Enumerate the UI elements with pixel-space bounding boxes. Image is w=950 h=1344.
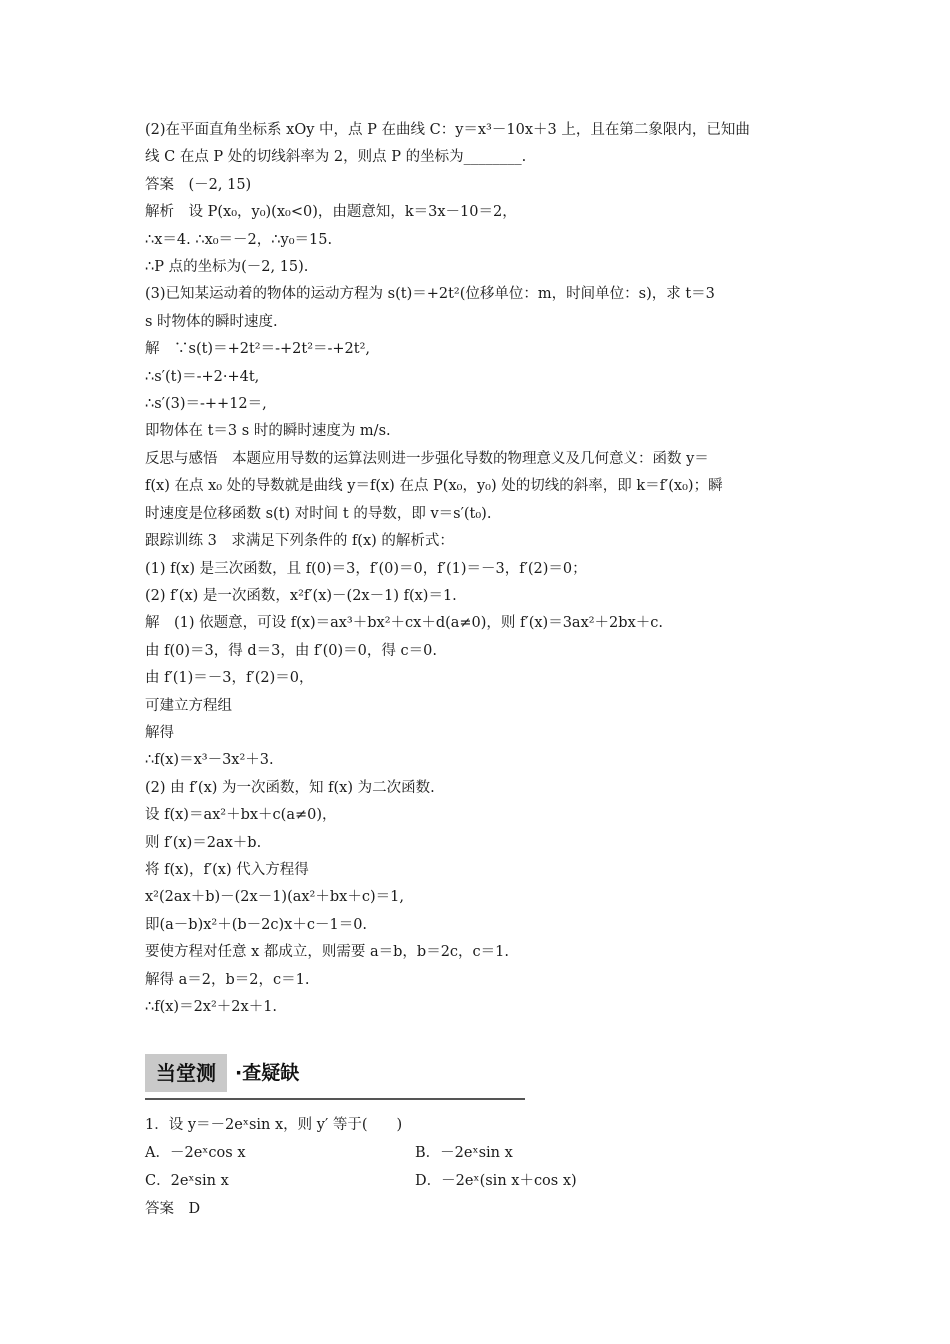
option-c: C．2eˣsin x: [145, 1173, 229, 1189]
document-body: [145, 117, 810, 1021]
section-header: [145, 1052, 525, 1100]
solution-line: 解 ∵s(t)＝+2t²＝-+2t²＝-+2t²,: [145, 341, 371, 358]
options-row: [145, 1167, 810, 1195]
option-d: D．－2eˣ(sin x＋cos x): [415, 1173, 577, 1189]
text-line: (1) f(x) 是三次函数，且 f(0)＝3，f′(0)＝0，f′(1)＝－3，f′(2)＝0；: [145, 560, 587, 577]
text-line: 要使方程对任意 x 都成立，则需要 a＝b，b＝2c，c＝1.: [145, 944, 510, 961]
text-line: ∴f(x)＝2x²＋2x＋1.: [145, 999, 278, 1015]
option-a: A．－2eˣcos x: [145, 1145, 246, 1161]
text-line: 解得: [145, 724, 174, 741]
quiz-question: 1．设 y＝－2eˣsin x，则 y′ 等于( ): [145, 1117, 403, 1133]
text-line: f(x) 在点 x₀ 处的导数就是曲线 y＝f(x) 在点 P(x₀，y₀) 处的切线的斜率，即 k＝f′(x₀)；瞬: [145, 478, 723, 495]
text-line: 解得 a＝2，b＝2，c＝1.: [145, 971, 310, 988]
text-line: (3)已知某运动着的物体的运动方程为 s(t)＝+2t²(位移单位：m，时间单位：s)，求 t＝3: [145, 286, 715, 303]
text-line: 即物体在 t＝3 s 时的瞬时速度为 m/s.: [145, 423, 391, 440]
text-line: ∴x＝4. ∴x₀＝－2，∴y₀＝15.: [145, 231, 333, 248]
text-line: (2) f′(x) 是一次函数，x²f′(x)－(2x－1) f(x)＝1.: [145, 587, 457, 604]
text-line: 即(a－b)x²＋(b－2c)x＋c－1＝0.: [145, 916, 368, 933]
text-line: (2) 由 f′(x) 为一次函数，知 f(x) 为二次函数.: [145, 779, 435, 796]
options-row: [145, 1139, 810, 1167]
quiz-answer: 答案 D: [145, 1201, 201, 1217]
text-line: ∴s′(3)＝-++12＝,: [145, 396, 267, 413]
text-line: 由 f(0)＝3，得 d＝3，由 f′(0)＝0，得 c＝0.: [145, 642, 437, 659]
text-line: 可建立方程组: [145, 697, 232, 714]
text-line: 设 f(x)＝ax²＋bx＋c(a≠0)，: [145, 807, 337, 824]
text-line: 则 f′(x)＝2ax＋b.: [145, 834, 262, 851]
text-line: (2)在平面直角坐标系 xOy 中，点 P 在曲线 C：y＝x³－10x＋3 上，且在第二象限内，已知曲: [145, 122, 750, 138]
text-line: 将 f(x)，f′(x) 代入方程得: [145, 861, 309, 878]
text-line: 时速度是位移函数 s(t) 对时间 t 的导数，即 v＝s′(t₀).: [145, 505, 492, 522]
text-line: 线 C 在点 P 处的切线斜率为 2，则点 P 的坐标为________.: [145, 149, 527, 166]
text-line: x²(2ax＋b)－(2x－1)(ax²＋bx＋c)＝1,: [145, 889, 404, 906]
section-title: 当堂测: [145, 1054, 227, 1092]
quiz-block: [145, 1111, 810, 1223]
text-line: s 时物体的瞬时速度.: [145, 313, 278, 330]
answer-line: 答案 (－2, 15): [145, 176, 252, 193]
text-line: ∴f(x)＝x³－3x²＋3.: [145, 752, 274, 769]
option-b: B．－2eˣsin x: [415, 1145, 513, 1161]
solution-line: 解 (1) 依题意，可设 f(x)＝ax³＋bx²＋cx＋d(a≠0)，则 f′(x)＝3ax²＋2bx＋c.: [145, 615, 663, 632]
reflection-line: 反思与感悟 本题应用导数的运算法则进一步强化导数的物理意义及几何意义：函数 y＝: [145, 450, 709, 467]
section-subtitle: ·查疑缺: [235, 1062, 300, 1084]
analysis-line: 解析 设 P(x₀，y₀)(x₀<0)，由题意知，k＝3x－10＝2，: [145, 204, 517, 221]
text-line: ∴P 点的坐标为(－2, 15).: [145, 259, 309, 276]
text-line: 由 f′(1)＝－3，f′(2)＝0，: [145, 670, 314, 687]
exercise-title: 跟踪训练 3 求满足下列条件的 f(x) 的解析式：: [145, 533, 454, 550]
text-line: ∴s′(t)＝-+2·+4t,: [145, 368, 260, 385]
